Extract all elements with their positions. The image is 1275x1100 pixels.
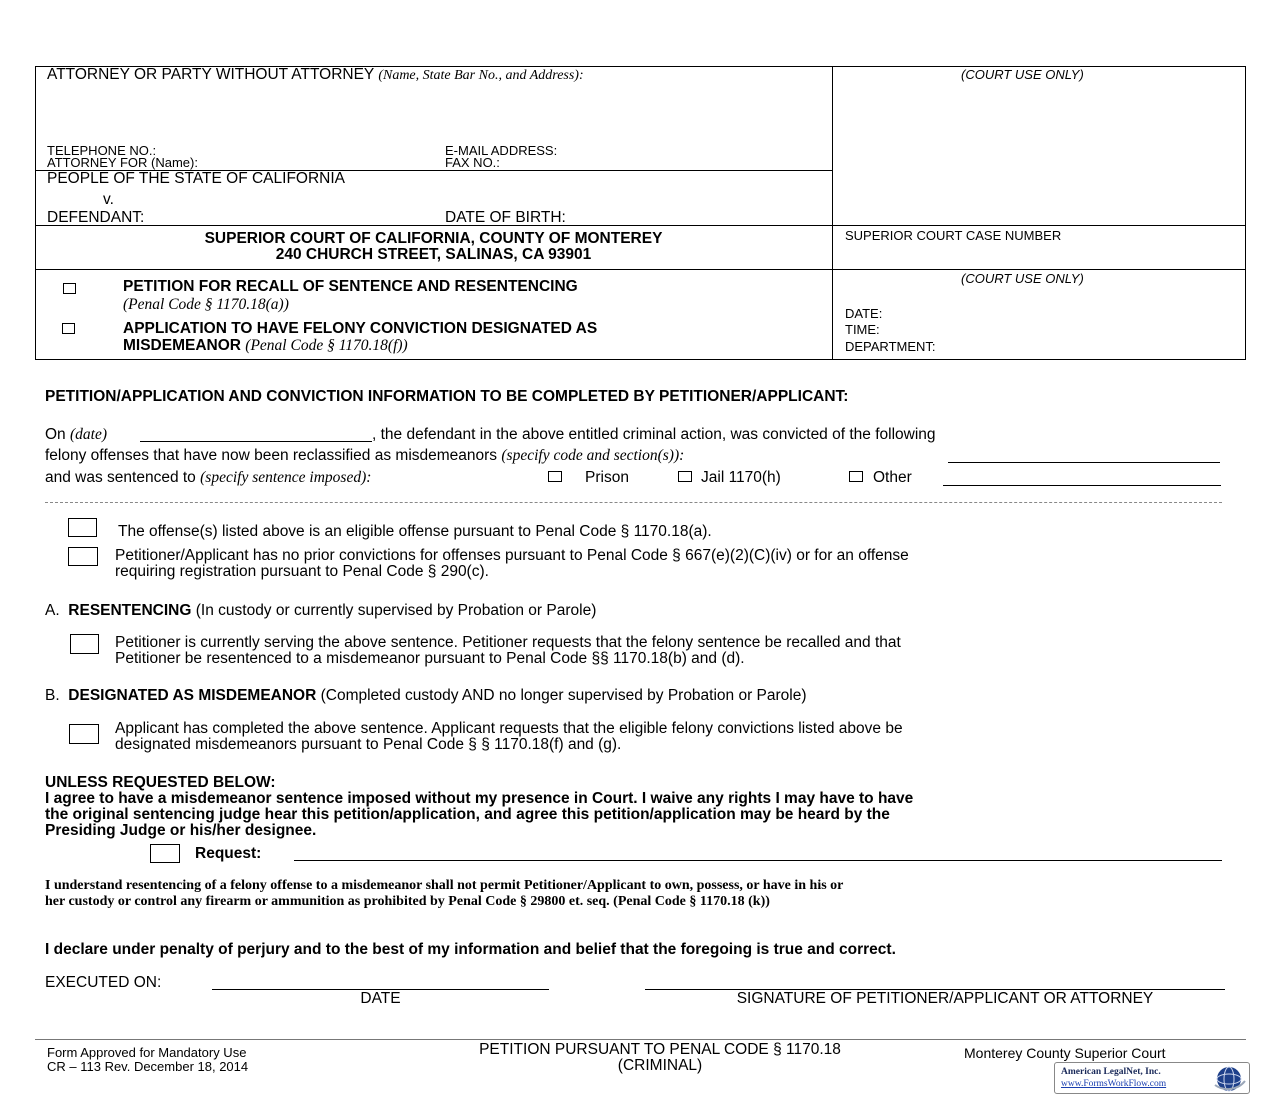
section-b-heading: B. DESIGNATED AS MISDEMEANOR (Completed custody AND no longer supervised by Probation or Parole) [45, 687, 807, 704]
no-prior-text-line2: requiring registration pursuant to Penal Code § 290(c). [115, 563, 489, 580]
continuation-line[interactable] [45, 502, 1222, 503]
application-checkbox[interactable] [62, 323, 75, 334]
dob-label: DATE OF BIRTH: [445, 209, 566, 226]
waiver-line2: the original sentencing judge hear this petition/application, and agree this petition/application may be heard by the [45, 806, 890, 823]
other-checkbox[interactable] [849, 471, 863, 482]
fax-label: FAX NO.: [445, 155, 500, 170]
other-sentence-field[interactable] [943, 485, 1221, 486]
attorney-label: ATTORNEY OR PARTY WITHOUT ATTORNEY (Name, State Bar No., and Address): [47, 66, 584, 83]
application-title-line1: APPLICATION TO HAVE FELONY CONVICTION DESIGNATED AS [123, 320, 598, 337]
caption-table [35, 66, 1246, 360]
application-title-line2 [123, 337, 408, 355]
application-code: (Penal Code § 1170.18(f)) [245, 337, 408, 354]
petition-checkbox[interactable] [63, 283, 76, 294]
resentencing-text-line2: Petitioner be resentenced to a misdemeanor pursuant to Penal Code §§ 1170.18(b) and (d). [115, 650, 745, 667]
people-label: PEOPLE OF THE STATE OF CALIFORNIA [47, 170, 345, 187]
conviction-line-2: felony offenses that have now been reclassified as misdemeanors (specify code and section(s)): [45, 447, 685, 464]
date-hint: (date) [70, 426, 108, 443]
defendant-label: DEFENDANT: [47, 209, 145, 226]
application-title-misdemeanor: MISDEMEANOR [123, 337, 241, 354]
waiver-heading: UNLESS REQUESTED BELOW: [45, 774, 276, 791]
executed-on-label: EXECUTED ON: [45, 974, 162, 991]
no-prior-text-line1: Petitioner/Applicant has no prior convictions for offenses pursuant to Penal Code § 667(e)(2)(C)(iv) or for an offense [115, 547, 909, 564]
petition-title: PETITION FOR RECALL OF SENTENCE AND RESENTENCING [123, 278, 578, 295]
conviction-line-1-rest: , the defendant in the above entitled criminal action, was convicted of the following [372, 426, 936, 443]
section-a-subtitle: (In custody or currently supervised by Probation or Parole) [195, 602, 597, 619]
telephone-label: TELEPHONE NO.: [47, 143, 157, 158]
date-caption: DATE [360, 990, 401, 1007]
section-a-title: RESENTENCING [68, 602, 192, 619]
footer-court: Monterey County Superior Court [964, 1045, 1166, 1061]
designation-text-line1: Applicant has completed the above sentence. Applicant requests that the eligible felony convictions listed above be [115, 720, 903, 737]
hearing-department-label: DEPARTMENT: [845, 339, 936, 354]
attorney-for-label: ATTORNEY FOR (Name): [47, 155, 198, 170]
court-use-only-top: (COURT USE ONLY) [961, 67, 1084, 82]
logo-url[interactable]: www.FormsWorkFlow.com [1061, 1079, 1167, 1089]
designation-checkbox[interactable] [69, 724, 99, 744]
caption-rule-2 [35, 225, 1246, 226]
request-checkbox[interactable] [150, 844, 180, 863]
email-label: E-MAIL ADDRESS: [445, 143, 558, 158]
other-label: Other [873, 469, 912, 486]
attorney-hint: (Name, State Bar No., and Address): [378, 68, 584, 83]
sentence-hint: (specify sentence imposed): [200, 469, 372, 486]
logo-company-name: American LegalNet, Inc. [1061, 1067, 1161, 1077]
code-section-field[interactable] [948, 462, 1220, 463]
footer-rule [35, 1039, 1246, 1040]
resentencing-checkbox[interactable] [70, 634, 99, 654]
section-b-subtitle: (Completed custody AND no longer supervised by Probation or Parole) [320, 687, 807, 704]
caption-rule-3 [35, 269, 1246, 270]
jail-label: Jail 1170(h) [701, 469, 781, 486]
footer-title-line2: (CRIMINAL) [617, 1057, 703, 1074]
code-section-hint: (specify code and section(s)): [501, 447, 685, 464]
footer-form-number: CR – 113 Rev. December 18, 2014 [47, 1059, 249, 1074]
court-address: 240 CHURCH STREET, SALINAS, CA 93901 [275, 246, 592, 263]
hearing-date-label: DATE: [845, 306, 883, 321]
prison-checkbox[interactable] [548, 471, 562, 482]
firearm-notice-line1: I understand resentencing of a felony offense to a misdemeanor shall not permit Petitioner/Applicant to own, possess, or have in his or [45, 878, 844, 893]
caption-divider [832, 66, 833, 360]
section-b-title: DESIGNATED AS MISDEMEANOR [68, 687, 317, 704]
prison-label: Prison [585, 469, 629, 486]
versus-label: v. [103, 191, 114, 208]
declaration: I declare under penalty of perjury and to the best of my information and belief that the foregoing is true and correct. [45, 941, 896, 958]
hearing-time-label: TIME: [845, 322, 880, 337]
globe-icon [1211, 1065, 1247, 1093]
american-legalnet-logo[interactable] [1054, 1062, 1250, 1094]
jail-checkbox[interactable] [678, 471, 692, 482]
signature-caption: SIGNATURE OF PETITIONER/APPLICANT OR ATTORNEY [736, 990, 1154, 1007]
section-heading: PETITION/APPLICATION AND CONVICTION INFORMATION TO BE COMPLETED BY PETITIONER/APPLICANT: [45, 388, 849, 405]
waiver-line1: I agree to have a misdemeanor sentence imposed without my presence in Court. I waive any rights I may have to have [45, 790, 914, 807]
petition-code: (Penal Code § 1170.18(a)) [123, 296, 289, 313]
court-use-only-bottom: (COURT USE ONLY) [961, 271, 1084, 286]
request-label: Request: [195, 845, 262, 862]
designation-text-line2: designated misdemeanors pursuant to Penal Code § § 1170.18(f) and (g). [115, 736, 622, 753]
request-field[interactable] [294, 860, 1222, 861]
case-number-label: SUPERIOR COURT CASE NUMBER [845, 228, 1062, 243]
conviction-line-3: and was sentenced to (specify sentence imposed): [45, 469, 372, 486]
conviction-date-field[interactable] [140, 441, 372, 442]
waiver-line3: Presiding Judge or his/her designee. [45, 822, 317, 839]
eligible-offense-checkbox[interactable] [68, 518, 97, 537]
footer-approved: Form Approved for Mandatory Use [47, 1045, 247, 1060]
court-name: SUPERIOR COURT OF CALIFORNIA, COUNTY OF MONTEREY [204, 230, 663, 247]
no-prior-convictions-checkbox[interactable] [68, 547, 98, 566]
eligible-offense-text: The offense(s) listed above is an eligible offense pursuant to Penal Code § 1170.18(a). [118, 523, 712, 540]
conviction-line-1: On (date) [45, 426, 108, 443]
section-a-heading: A. RESENTENCING (In custody or currently supervised by Probation or Parole) [45, 602, 597, 619]
firearm-notice-line2: her custody or control any firearm or ammunition as prohibited by Penal Code § 29800 et. seq. (Penal Code § 1170.18 (k)) [45, 894, 770, 909]
footer-title-line1: PETITION PURSUANT TO PENAL CODE § 1170.18 [479, 1041, 841, 1058]
resentencing-text-line1: Petitioner is currently serving the above sentence. Petitioner requests that the felony sentence be recalled and that [115, 634, 901, 651]
